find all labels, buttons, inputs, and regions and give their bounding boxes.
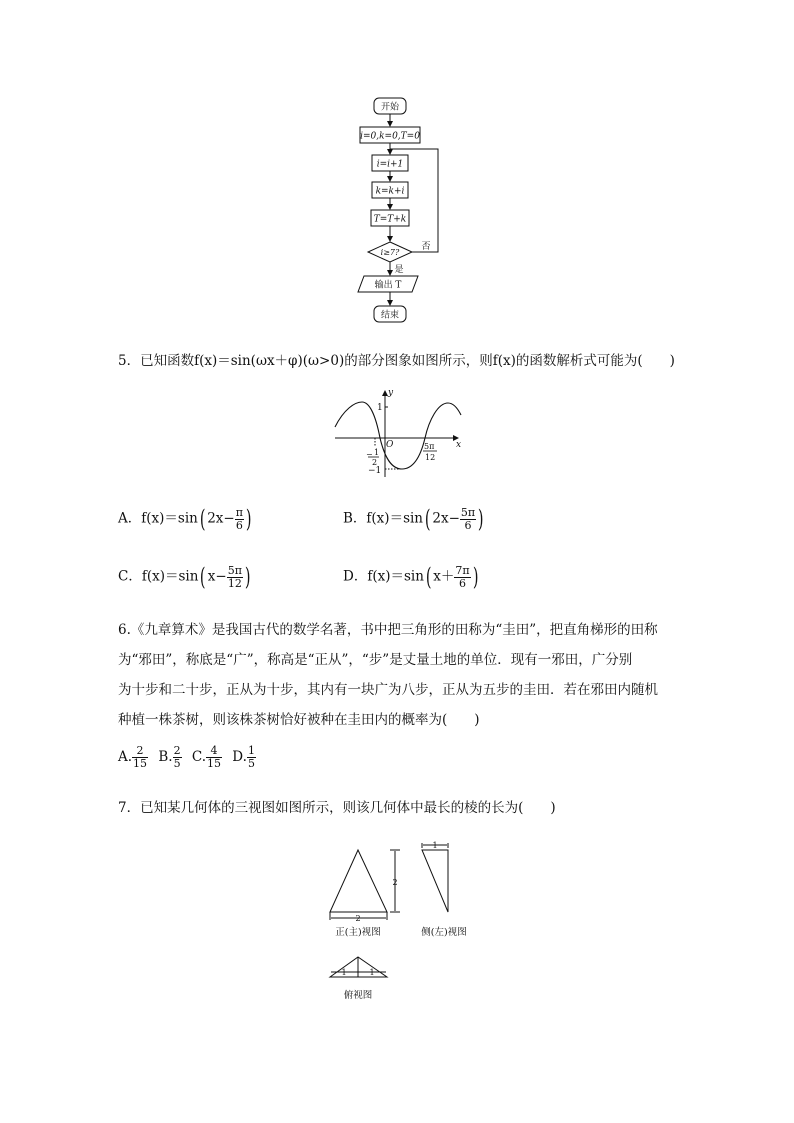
flowchart-step1-text: i=i+1: [376, 159, 404, 170]
q5-option-c[interactable]: C．f(x)＝sin( x− $\frac{5\pi}{12}$ ): [118, 563, 251, 591]
sine-curve: [335, 402, 461, 469]
graph-tick-y-neg: −1: [368, 466, 382, 476]
top-right-label: 1: [369, 968, 375, 977]
graph-tick-x-neg-num: 1: [374, 448, 380, 457]
graph-x-label: x: [456, 440, 462, 450]
side-view-triangle: [422, 850, 448, 912]
q5-text: 5．已知函数f(x)＝sin(ωx＋φ)(ω>0)的部分图象如图所示，则f(x)的函数解析式可能为( ): [118, 353, 675, 369]
flowchart-init-text: i=0,k=0,T=0: [360, 131, 420, 142]
graph-tick-x-neg-den: 2: [372, 458, 378, 467]
flowchart-output-text: 输出 T: [374, 280, 402, 291]
front-height-label: 2: [392, 878, 398, 887]
graph-y-label: y: [388, 388, 394, 398]
q5-sine-graph: [330, 385, 470, 480]
q7-text: 7．已知某几何体的三视图如图所示，则该几何体中最长的棱的长为( ): [118, 800, 556, 816]
flowchart-yes-label: 是: [394, 265, 404, 275]
side-view-caption: 侧(左)视图: [421, 927, 467, 938]
graph-origin: O: [386, 440, 394, 450]
front-view-triangle: [330, 850, 387, 912]
flowchart-start-text: 开始: [380, 102, 400, 113]
front-width-label: 2: [355, 914, 361, 923]
svg-text:−: −: [366, 450, 373, 459]
q5-option-d[interactable]: D．f(x)＝sin( x＋ $\frac{7\pi}{6}$ ): [343, 563, 479, 591]
top-view-caption: 俯视图: [343, 990, 373, 1001]
q6-option-a[interactable]: A. $\frac{2}{15}$: [118, 744, 148, 770]
side-width-label: 1: [432, 841, 438, 850]
q7-three-views: [320, 835, 480, 1010]
q6-option-d[interactable]: D. $\frac{1}{5}$: [232, 744, 255, 770]
front-view-caption: 正(主)视图: [335, 927, 381, 938]
q6-options: [118, 745, 256, 770]
flowchart-step3-text: T=T+k: [373, 214, 407, 225]
flowchart-condition-text: i≥7?: [380, 248, 400, 257]
q5-option-a[interactable]: A．f(x)＝sin( 2x− $\frac{\pi}{6}$ ): [118, 505, 252, 533]
q6-line-1: 6.《九章算术》是我国古代的数学名著，书中把三角形的田称为“圭田”，把直角梯形的田称: [118, 622, 658, 638]
q6-line-3: 为十步和二十步，正从为十步，其内有一块广为八步，正从为五步的圭田．若在邪田内随机: [118, 682, 658, 698]
top-left-label: 1: [341, 968, 347, 977]
flowchart-no-label: 否: [421, 242, 431, 252]
flowchart: [340, 90, 460, 330]
flowchart-end-text: 结束: [380, 310, 400, 321]
flowchart-step2-text: k=k+i: [375, 186, 405, 197]
graph-tick-y-pos: 1: [377, 403, 383, 413]
q6-option-c[interactable]: C. $\frac{4}{15}$: [191, 744, 221, 770]
graph-tick-x-pos-num: 5π: [424, 442, 435, 451]
q5-option-b[interactable]: B．f(x)＝sin( 2x− $\frac{5\pi}{6}$ ): [343, 505, 484, 533]
graph-tick-x-pos-den: 12: [425, 453, 436, 462]
q6-line-2: 为“邪田”，称底是“广”，称高是“正从”，“步”是丈量土地的单位．现有一邪田，广分别: [118, 652, 633, 668]
q6-option-b[interactable]: B. $\frac{2}{5}$: [158, 744, 181, 770]
q6-line-4: 种植一株茶树，则该株茶树恰好被种在圭田内的概率为( ): [118, 712, 480, 728]
